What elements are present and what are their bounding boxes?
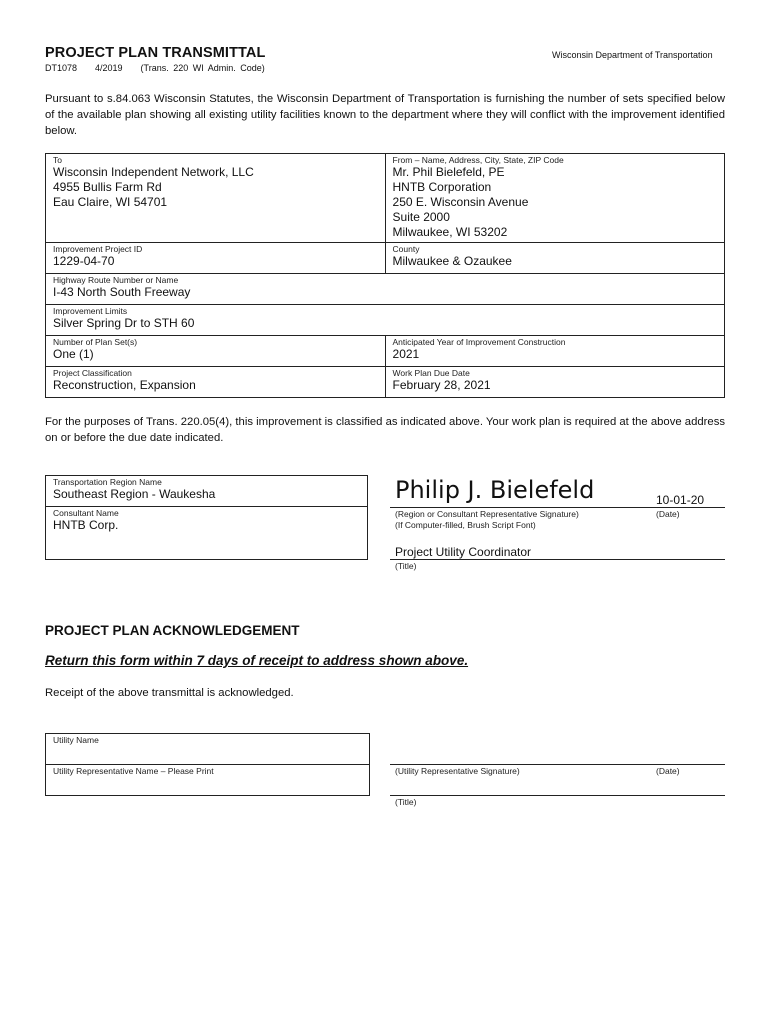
project-classification-label: Project Classification [53,368,132,378]
utility-title-caption: (Title) [395,797,417,807]
anticipated-year-value: 2021 [392,347,420,361]
signature-date[interactable]: 10-01-20 [656,493,705,507]
plan-sets-label: Number of Plan Set(s) [53,337,138,347]
consultant-value: HNTB Corp. [53,518,119,532]
highway-route-cell[interactable] [46,274,725,305]
plan-sets-value: One (1) [53,347,94,361]
from-company: HNTB Corporation [392,180,492,194]
agency-name: Wisconsin Department of Transportation [552,50,713,60]
utility-title-line[interactable] [390,795,725,796]
utility-date-caption: (Date) [656,766,680,776]
title-caption: (Title) [395,561,417,571]
from-address2: Suite 2000 [392,210,450,224]
from-name: Mr. Phil Bielefeld, PE [392,165,505,179]
work-plan-due-cell[interactable] [385,367,724,398]
to-name: Wisconsin Independent Network, LLC [53,165,254,179]
consultant-label: Consultant Name [53,508,119,518]
improvement-limits-label: Improvement Limits [53,306,128,316]
to-label: To [53,155,62,165]
work-plan-due-label: Work Plan Due Date [392,368,470,378]
improvement-limits-value: Silver Spring Dr to STH 60 [53,316,195,330]
form-title: PROJECT PLAN TRANSMITTAL [45,45,266,61]
from-city-state-zip: Milwaukee, WI 53202 [392,225,508,239]
signature-caption-1: (Region or Consultant Representative Signature) [395,509,579,519]
utility-table [45,733,370,796]
project-id-label: Improvement Project ID [53,244,143,254]
county-value: Milwaukee & Ozaukee [392,254,512,268]
region-label: Transportation Region Name [53,477,162,487]
project-info-table [45,153,725,398]
project-classification-cell[interactable] [46,367,386,398]
from-label: From – Name, Address, City, State, ZIP Code [392,155,564,165]
project-id-cell[interactable] [46,243,386,274]
highway-route-value: I-43 North South Freeway [53,285,191,299]
region-consultant-table [45,475,368,560]
plan-sets-cell[interactable] [46,336,386,367]
from-address1: 250 E. Wisconsin Avenue [392,195,529,209]
form-code: DT1078 4/2019 (Trans. 220 WI Admin. Code) [45,63,265,73]
signature-date-caption: (Date) [656,509,680,519]
return-note: Return this form within 7 days of receipt to address shown above. [45,653,469,668]
signer-title[interactable]: Project Utility Coordinator [395,545,532,559]
purpose-paragraph: For the purposes of Trans. 220.05(4), this improvement is classified as indicated above. Your work plan is required at the above address on or before the due date indicated. [45,416,725,444]
utility-rep-label: Utility Representative Name – Please Print [53,766,214,776]
signature-line [390,507,725,508]
utility-signature-line[interactable] [390,764,725,765]
utility-signature-caption: (Utility Representative Signature) [395,766,520,776]
signature-caption-2: (If Computer-filled, Brush Script Font) [395,520,536,530]
anticipated-year-label: Anticipated Year of Improvement Construction [392,337,566,347]
improvement-limits-cell[interactable] [46,305,725,336]
region-value: Southeast Region - Waukesha [53,487,216,501]
anticipated-year-cell[interactable] [385,336,724,367]
from-cell[interactable] [385,154,724,243]
intro-paragraph: Pursuant to s.84.063 Wisconsin Statutes, the Wisconsin Department of Transportation is furnishing the number of sets specified below of the available plan showing all existing utility facilities known to the department where they will conflict with the improvement identified below. [45,93,725,137]
utility-name-cell[interactable] [46,734,370,765]
to-cell[interactable] [46,154,386,243]
county-cell[interactable] [385,243,724,274]
consultant-cell[interactable] [46,507,368,560]
utility-rep-cell[interactable] [46,765,370,796]
region-cell[interactable] [46,476,368,507]
county-label: County [392,244,420,254]
project-classification-value: Reconstruction, Expansion [53,378,196,392]
work-plan-due-value: February 28, 2021 [392,378,491,392]
project-id-value: 1229-04-70 [53,254,115,268]
acknowledgement-title: PROJECT PLAN ACKNOWLEDGEMENT [45,623,300,638]
highway-route-label: Highway Route Number or Name [53,275,179,285]
to-city-state-zip: Eau Claire, WI 54701 [53,195,168,209]
title-line [390,559,725,560]
signature[interactable]: Philip J. Bielefeld [395,476,595,504]
receipt-text: Receipt of the above transmittal is acknowledged. [45,687,294,699]
utility-name-label: Utility Name [53,735,99,745]
to-address: 4955 Bullis Farm Rd [53,180,162,194]
